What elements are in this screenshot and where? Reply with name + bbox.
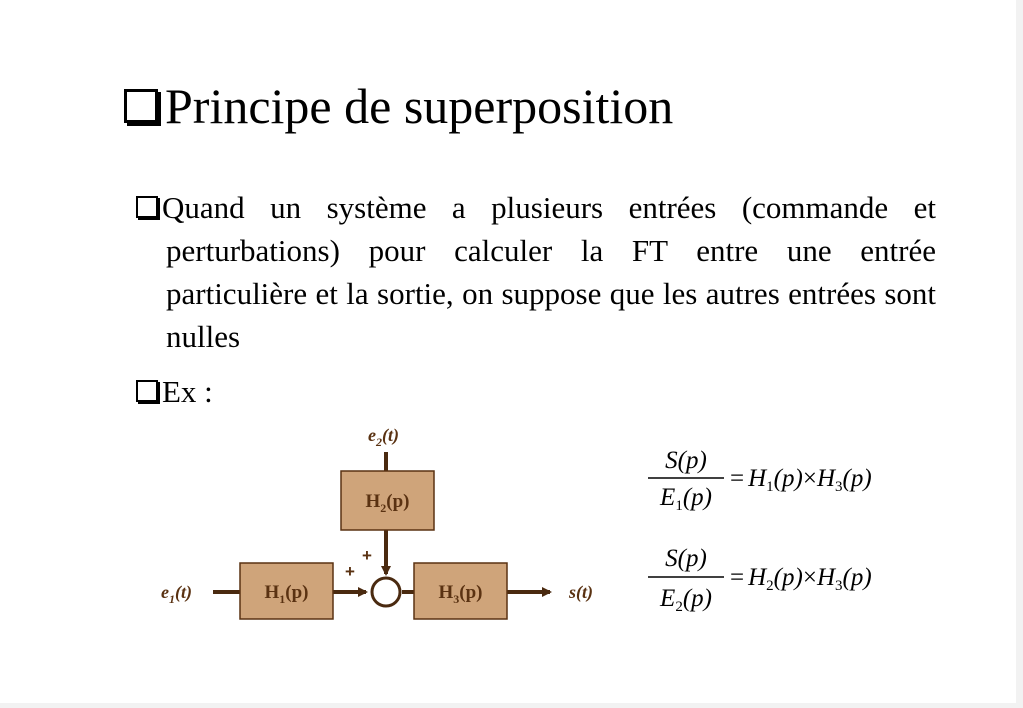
block-h3-label: $H_3(p)$ bbox=[438, 582, 483, 606]
eq1-denominator: $E_1(p)$ bbox=[660, 484, 712, 514]
example-label: Ex : bbox=[162, 374, 213, 409]
block-h1-label: $H_1(p)$ bbox=[264, 582, 309, 606]
eq2-rhs: = $H_2(p)\times H_3(p)$ bbox=[730, 564, 872, 594]
input-e1-label: $e_1(t)$ bbox=[161, 582, 192, 606]
sum-sign-left: + bbox=[345, 562, 355, 581]
sum-sign-top: + bbox=[362, 546, 372, 565]
bullet-text: Quand un système a plusieurs entrées (commande et perturbations) pour calculer la FT entre une entrée particulière et la sortie, on suppose que les autres entrées sont nulles bbox=[162, 190, 936, 354]
block-h2-label: $H_2(p)$ bbox=[365, 491, 410, 515]
eq1-rhs: = $H_1(p)\times H_3(p)$ bbox=[730, 465, 872, 495]
output-s-label: s(t) bbox=[569, 582, 593, 602]
eq1-numerator: S(p) bbox=[665, 447, 707, 474]
block-h1 bbox=[240, 563, 333, 619]
eq2-numerator: S(p) bbox=[665, 545, 707, 572]
slide-title-text: Principe de superposition bbox=[165, 78, 674, 134]
block-h3 bbox=[414, 563, 507, 619]
eq2-denominator: $E_2(p)$ bbox=[660, 585, 712, 615]
equation-2 bbox=[648, 545, 872, 615]
equation-1 bbox=[648, 447, 872, 514]
summing-junction bbox=[372, 578, 400, 606]
block-h2 bbox=[341, 471, 434, 530]
input-e2-label: $e_2(t)$ bbox=[368, 425, 399, 449]
